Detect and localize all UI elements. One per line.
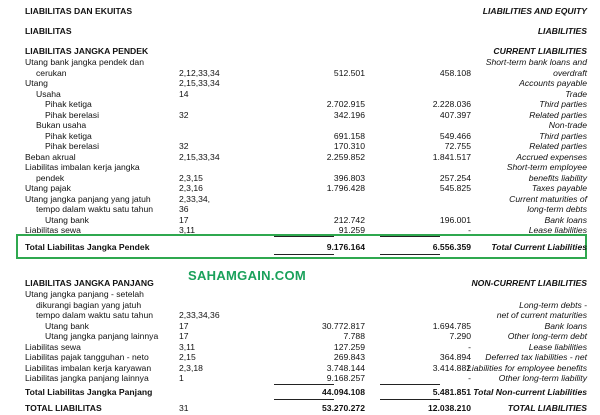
row-value-2021: 7.788 bbox=[343, 331, 365, 341]
row-label-en: overdraft bbox=[553, 67, 587, 78]
row-note: 2,33,34, bbox=[179, 193, 211, 204]
row-value-2020: 545.825 bbox=[439, 183, 471, 193]
grand-total-row bbox=[0, 403, 600, 413]
row-note: 2,3,15 bbox=[179, 172, 203, 183]
row-label: Pihak berelasi bbox=[45, 141, 99, 151]
table-row bbox=[0, 289, 600, 299]
section-row bbox=[0, 26, 600, 36]
current-total-v2: 6.556.359 bbox=[432, 242, 471, 252]
row-label-en: Short-term bank loans and bbox=[485, 57, 587, 67]
noncurrent-title-row bbox=[0, 278, 600, 288]
row-note: 32 bbox=[179, 109, 189, 120]
table-row bbox=[0, 194, 600, 204]
row-label-en: Bank loans bbox=[544, 320, 587, 331]
row-value-2020: 407.397 bbox=[439, 109, 471, 120]
row-value-2021: 2.259.852 bbox=[326, 151, 365, 162]
table-row bbox=[0, 183, 600, 193]
row-label-en: Other long-term debt bbox=[507, 331, 587, 341]
row-note: 2,15 bbox=[179, 352, 196, 362]
row-value-2020: - bbox=[468, 225, 471, 235]
table-row bbox=[0, 152, 600, 162]
table-row bbox=[0, 173, 600, 183]
row-label-en: Non-trade bbox=[548, 120, 587, 130]
row-note: 2,12,33,34 bbox=[179, 67, 220, 78]
row-value-2021: 3.748.144 bbox=[326, 362, 365, 373]
watermark: SAHAMGAIN.COM bbox=[188, 268, 307, 283]
row-label: Utang bbox=[25, 78, 48, 88]
row-value-2020: 196.001 bbox=[439, 214, 471, 225]
row-value-2020: - bbox=[468, 341, 471, 352]
row-label-en: Long-term debts - bbox=[519, 299, 587, 310]
row-note: 14 bbox=[179, 88, 189, 99]
row-note: 17 bbox=[179, 331, 189, 341]
row-note: 17 bbox=[179, 320, 189, 331]
header-left: LIABILITAS DAN EKUITAS bbox=[25, 6, 133, 16]
row-value-2020: 72.755 bbox=[444, 141, 471, 151]
row-label: Pihak berelasi bbox=[45, 109, 99, 120]
row-label: Liabilitas imbalan kerja jangka bbox=[25, 162, 140, 172]
row-label: Liabilitas imbalan kerja karyawan bbox=[25, 362, 152, 373]
subtotal-rule bbox=[274, 399, 334, 400]
row-note: 32 bbox=[179, 141, 189, 151]
total-rule bbox=[380, 254, 440, 255]
row-note: 1 bbox=[179, 373, 184, 383]
row-label: Utang jangka panjang yang jatuh bbox=[25, 193, 151, 204]
current-total-row bbox=[0, 242, 600, 252]
row-label: Utang jangka panjang - setelah bbox=[25, 289, 144, 299]
row-label-en: Lease liabilities bbox=[528, 225, 587, 235]
row-value-2021: 91.259 bbox=[338, 225, 365, 235]
section-left: LIABILITAS bbox=[25, 26, 72, 36]
row-note: 3,11 bbox=[179, 341, 196, 352]
row-value-2020: 3.414.882 bbox=[432, 362, 471, 373]
row-label-en: Accounts payable bbox=[519, 78, 587, 88]
current-total-v1: 9.176.164 bbox=[326, 242, 365, 252]
row-label: Pihak ketiga bbox=[45, 99, 92, 109]
noncurrent-total-v2: 5.481.851 bbox=[432, 387, 471, 397]
row-note: 36 bbox=[179, 204, 189, 214]
subtotal-rule bbox=[274, 384, 334, 385]
section-right: LIABILITIES bbox=[537, 26, 587, 36]
row-label: pendek bbox=[36, 172, 65, 183]
row-value-2020: 7.290 bbox=[449, 331, 471, 341]
table-row bbox=[0, 300, 600, 310]
noncurrent-title-en: NON-CURRENT LIABILITIES bbox=[471, 278, 587, 288]
row-label-en: Taxes payable bbox=[531, 183, 587, 193]
row-label-en: Related parties bbox=[529, 109, 587, 120]
row-value-2021: 512.501 bbox=[333, 67, 365, 78]
row-label-en: Third parties bbox=[539, 99, 587, 109]
row-label-en: Other long-term liability bbox=[498, 373, 587, 383]
row-label: Pihak ketiga bbox=[45, 130, 92, 141]
table-row bbox=[0, 331, 600, 341]
row-label: tempo dalam waktu satu tahun bbox=[36, 204, 154, 214]
row-value-2020: - bbox=[468, 373, 471, 383]
noncurrent-total-row bbox=[0, 387, 600, 397]
table-row bbox=[0, 373, 600, 383]
row-label-en: Trade bbox=[565, 88, 587, 99]
table-row bbox=[0, 215, 600, 225]
row-label: Utang bank bbox=[45, 320, 89, 331]
row-label: Beban akrual bbox=[25, 151, 76, 162]
row-label-en: Current maturities of bbox=[509, 193, 587, 204]
row-label: Utang pajak bbox=[25, 183, 71, 193]
row-label-en: Related parties bbox=[529, 141, 587, 151]
row-value-2020: 1.841.517 bbox=[432, 151, 471, 162]
row-label: Usaha bbox=[36, 88, 61, 99]
row-label: tempo dalam waktu satu tahun bbox=[36, 310, 154, 320]
row-label-en: Deferred tax liabilities - net bbox=[485, 352, 587, 362]
row-label-en: net of current maturities bbox=[496, 310, 587, 320]
grand-total-v1: 53.270.272 bbox=[321, 403, 365, 413]
row-label: dikurangi bagian yang jatuh bbox=[36, 299, 142, 310]
row-label-en: Third parties bbox=[539, 130, 587, 141]
table-row bbox=[0, 120, 600, 130]
grand-total-en: TOTAL LIABILITIES bbox=[507, 403, 587, 413]
row-label-en: Accrued expenses bbox=[516, 151, 587, 162]
row-label-en: benefits liability bbox=[528, 172, 587, 183]
table-row bbox=[0, 57, 600, 67]
table-row bbox=[0, 162, 600, 172]
row-label-en: Bank loans bbox=[544, 214, 587, 225]
header-row bbox=[0, 6, 600, 16]
row-value-2021: 691.158 bbox=[333, 130, 365, 141]
table-row bbox=[0, 89, 600, 99]
current-title-row bbox=[0, 46, 600, 56]
table-row bbox=[0, 110, 600, 120]
current-title: LIABILITAS JANGKA PENDEK bbox=[25, 46, 149, 56]
row-value-2020: 257.254 bbox=[439, 172, 471, 183]
noncurrent-total-v1: 44.094.108 bbox=[321, 387, 365, 397]
row-value-2021: 9.168.257 bbox=[326, 373, 365, 383]
row-value-2020: 458.108 bbox=[439, 67, 471, 78]
row-label-en: Lease liabilities bbox=[528, 341, 587, 352]
row-note: 2,3,18 bbox=[179, 362, 203, 373]
row-label-en: Liabilities for employee benefits bbox=[467, 362, 587, 373]
row-value-2021: 342.196 bbox=[333, 109, 365, 120]
row-value-2021: 396.803 bbox=[333, 172, 365, 183]
grand-total-label: TOTAL LIABILITAS bbox=[25, 403, 102, 413]
row-label: Liabilitas sewa bbox=[25, 341, 81, 352]
row-label: Utang jangka panjang lainnya bbox=[45, 331, 159, 341]
row-label: Utang bank bbox=[45, 214, 89, 225]
table-row bbox=[0, 342, 600, 352]
row-label: Liabilitas sewa bbox=[25, 225, 81, 235]
row-label-en: long-term debts bbox=[527, 204, 587, 214]
table-row bbox=[0, 352, 600, 362]
current-total-label: Total Liabilitas Jangka Pendek bbox=[25, 242, 150, 252]
row-label: Utang bank jangka pendek dan bbox=[25, 57, 144, 67]
row-label-en: Short-term employee bbox=[506, 162, 587, 172]
noncurrent-title: LIABILITAS JANGKA PANJANG bbox=[25, 278, 154, 288]
row-label: Liabilitas pajak tangguhan - neto bbox=[25, 352, 149, 362]
row-note: 2,15,33,34 bbox=[179, 151, 220, 162]
total-rule bbox=[274, 254, 334, 255]
table-row bbox=[0, 131, 600, 141]
table-row bbox=[0, 68, 600, 78]
header-right: LIABILITIES AND EQUITY bbox=[482, 6, 587, 16]
subtotal-rule bbox=[380, 399, 440, 400]
table-row bbox=[0, 78, 600, 88]
row-value-2021: 127.259 bbox=[333, 341, 365, 352]
row-value-2020: 364.894 bbox=[439, 352, 471, 362]
grand-total-note: 31 bbox=[179, 403, 189, 413]
row-label: cerukan bbox=[36, 67, 67, 78]
row-label: Liabilitas jangka panjang lainnya bbox=[25, 373, 149, 383]
table-row bbox=[0, 204, 600, 214]
row-note: 2,3,16 bbox=[179, 183, 203, 193]
current-total-en: Total Current Liabilities bbox=[491, 242, 587, 252]
grand-total-v2: 12.038.210 bbox=[427, 403, 471, 413]
row-note: 3,11 bbox=[179, 225, 196, 235]
row-value-2021: 1.796.428 bbox=[326, 183, 365, 193]
row-value-2020: 549.466 bbox=[439, 130, 471, 141]
row-value-2021: 170.310 bbox=[333, 141, 365, 151]
noncurrent-total-label: Total Liabilitas Jangka Panjang bbox=[25, 387, 153, 397]
subtotal-rule bbox=[380, 384, 440, 385]
row-note: 17 bbox=[179, 214, 189, 225]
table-row bbox=[0, 310, 600, 320]
row-value-2021: 269.843 bbox=[333, 352, 365, 362]
row-value-2021: 30.772.817 bbox=[321, 320, 365, 331]
table-row bbox=[0, 141, 600, 151]
row-note: 2,33,34,36 bbox=[179, 310, 220, 320]
row-note: 2,15,33,34 bbox=[179, 78, 220, 88]
table-row bbox=[0, 99, 600, 109]
current-title-en: CURRENT LIABILITIES bbox=[493, 46, 587, 56]
row-value-2020: 2.228.036 bbox=[432, 99, 471, 109]
row-value-2021: 212.742 bbox=[333, 214, 365, 225]
row-label: Bukan usaha bbox=[36, 120, 87, 130]
table-row bbox=[0, 321, 600, 331]
noncurrent-total-en: Total Non-current Liabilities bbox=[473, 387, 587, 397]
row-value-2020: 1.694.785 bbox=[432, 320, 471, 331]
row-value-2021: 2.702.915 bbox=[326, 99, 365, 109]
table-row bbox=[0, 363, 600, 373]
